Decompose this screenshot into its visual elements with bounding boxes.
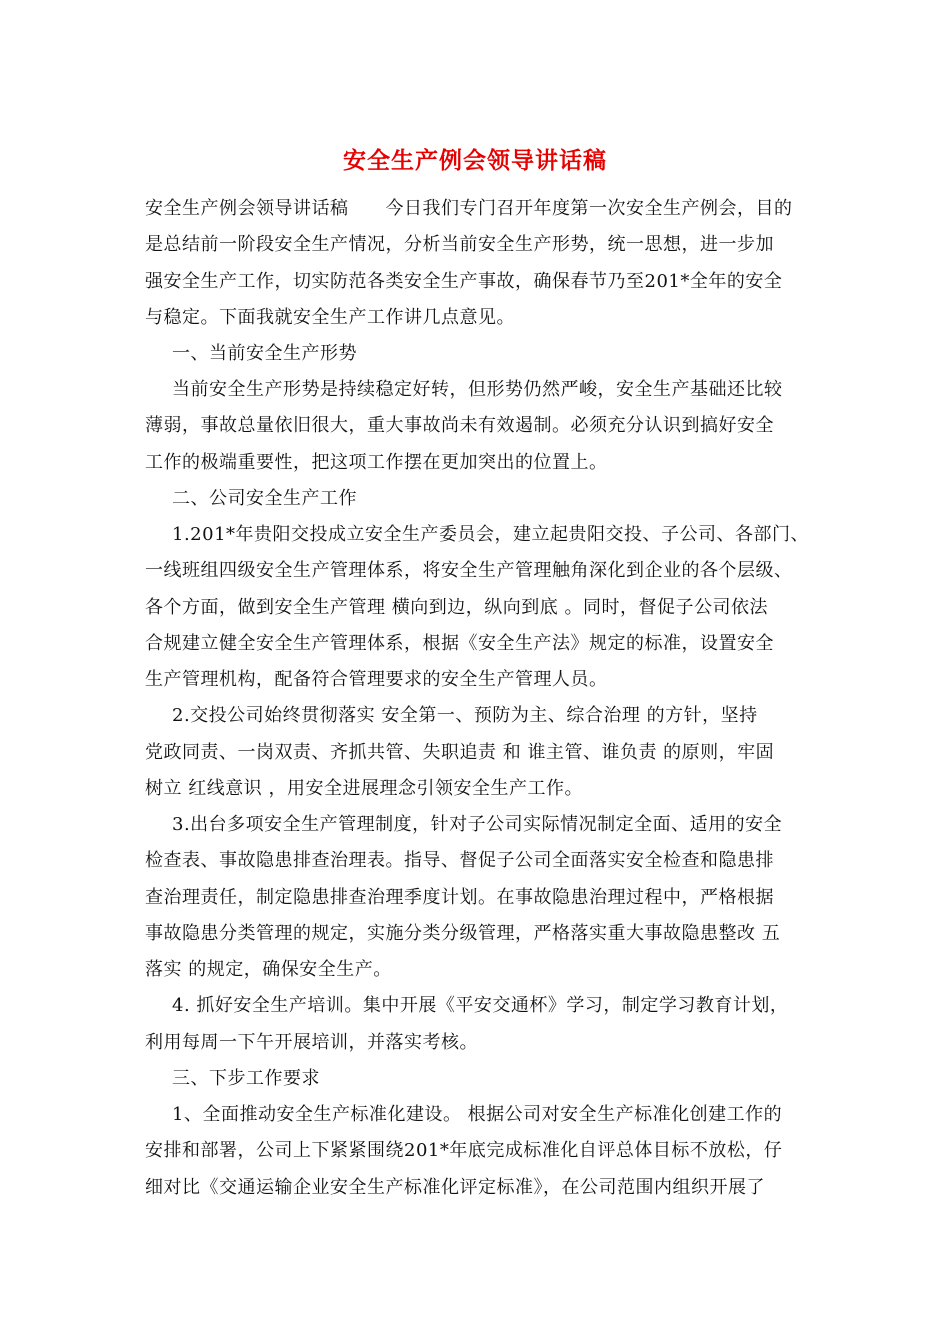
paragraph-line: 安全生产例会领导讲话稿 今日我们专门召开年度第一次安全生产例会，目的 <box>145 198 793 219</box>
document-title: 安全生产例会领导讲话稿 <box>343 147 607 174</box>
paragraph-line: 生产管理机构，配备符合管理要求的安全生产管理人员。 <box>145 669 608 690</box>
paragraph-line: 3.出台多项安全生产管理制度，针对子公司实际情况制定全面、适用的安全 <box>172 814 783 835</box>
section-heading: 一、当前安全生产形势 <box>172 343 357 364</box>
paragraph-line: 1、全面推动安全生产标准化建设。 根据公司对安全生产标准化创建工作的 <box>172 1104 783 1125</box>
paragraph-line: 落实 的规定，确保安全生产。 <box>145 959 392 980</box>
paragraph-line: 查治理责任，制定隐患排查治理季度计划。在事故隐患治理过程中，严格根据 <box>145 887 774 908</box>
paragraph-line: 安排和部署，公司上下紧紧围绕201*年底完成标准化自评总体目标不放松，仔 <box>145 1140 783 1161</box>
paragraph-line: 一线班组四级安全生产管理体系，将安全生产管理触角深化到企业的各个层级、 <box>145 560 793 581</box>
section-heading: 三、下步工作要求 <box>172 1068 320 1089</box>
paragraph-line: 党政同责、一岗双责、齐抓共管、失职追责 和 谁主管、谁负责 的原则，牢固 <box>145 742 775 763</box>
paragraph-line: 事故隐患分类管理的规定，实施分类分级管理，严格落实重大事故隐患整改 五 <box>145 923 781 944</box>
paragraph-line: 强安全生产工作，切实防范各类安全生产事故，确保春节乃至201*全年的安全 <box>145 271 783 292</box>
paragraph-line: 合规建立健全安全生产管理体系，根据《安全生产法》规定的标准，设置安全 <box>145 633 774 654</box>
paragraph-line: 与稳定。下面我就安全生产工作讲几点意见。 <box>145 307 515 328</box>
paragraph-line: 检查表、事故隐患排查治理表。指导、督促子公司全面落实安全检查和隐患排 <box>145 850 774 871</box>
section-heading: 二、公司安全生产工作 <box>172 488 357 509</box>
paragraph-line: 4. 抓好安全生产培训。集中开展《平安交通杯》学习，制定学习教育计划， <box>172 995 789 1016</box>
paragraph-line: 当前安全生产形势是持续稳定好转，但形势仍然严峻，安全生产基础还比较 <box>172 379 783 400</box>
paragraph-line: 各个方面，做到安全生产管理 横向到边，纵向到底 。同时，督促子公司依法 <box>145 597 768 618</box>
paragraph-line: 细对比《交通运输企业安全生产标准化评定标准》，在公司范围内组织开展了 <box>145 1177 765 1198</box>
paragraph-line: 2.交投公司始终贯彻落实 安全第一、预防为主、综合治理 的方针，坚持 <box>172 705 758 726</box>
paragraph-line: 薄弱，事故总量依旧很大，重大事故尚未有效遏制。必须充分认识到搞好安全 <box>145 415 774 436</box>
paragraph-line: 工作的极端重要性，把这项工作摆在更加突出的位置上。 <box>145 452 608 473</box>
paragraph-line: 利用每周一下午开展培训，并落实考核。 <box>145 1032 478 1053</box>
paragraph-line: 树立 红线意识 ，用安全进展理念引领安全生产工作。 <box>145 778 583 799</box>
paragraph-line: 是总结前一阶段安全生产情况，分析当前安全生产形势，统一思想，进一步加 <box>145 234 774 255</box>
paragraph-line: 1.201*年贵阳交投成立安全生产委员会，建立起贵阳交投、子公司、各部门、 <box>172 524 810 545</box>
